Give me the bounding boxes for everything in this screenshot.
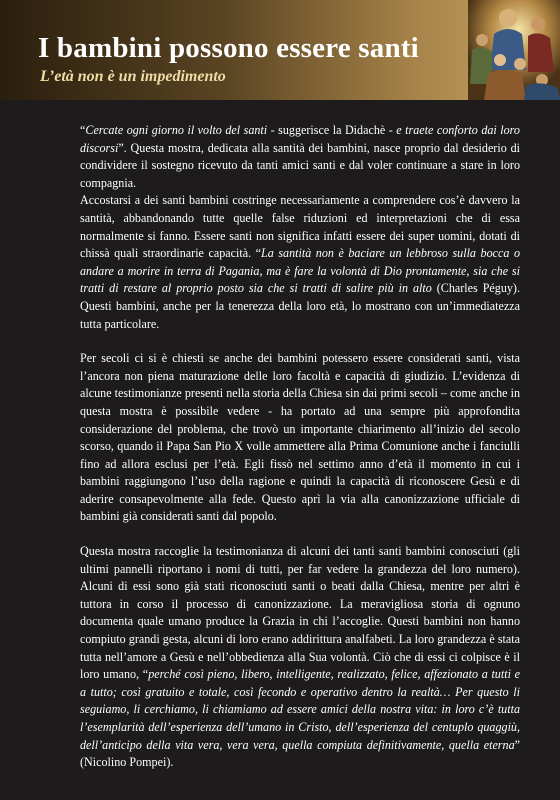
header-banner (0, 0, 560, 100)
text-segment: Questa mostra raccoglie la testimonianza di alcuni dei tanti santi bambini conosciuti (gli ultimi pannelli riportano i nomi di tutti, per far vedere la grandezza del loro numero). Alcuni di essi sono già stati riconosciuti santi o beati dalla Chiesa, mentre per altri è tuttora in corso il processo di canonizzazione. La meravigliosa storia di ognuno documenta quale umano produce la Grazia in chi l’accoglie. Questi bambini non hanno compiuto grandi gesta, alcuni di loro erano addirittura analfabeti. La loro grandezza è stata tutta nell’amore a Gesù e nell’obbedienza alla Sua volontà. Ciò che di essi ci colpisce è il loro umano, “ (80, 544, 520, 682)
quote-didache: e traete conforto dai loro discorsi (80, 123, 520, 155)
text-segment: “ (80, 123, 86, 137)
saints-painting-image (468, 0, 560, 100)
paragraph-holiness (80, 192, 520, 333)
paragraph-history (80, 350, 520, 526)
quote-pompei: perché così pieno, libero, intelligente, realizzato, felice, affezionato a tutti e a tutto; così gratuito e totale, così fecondo e operativo dentro la realtà… Per questo li seguiamo, li cerchiamo, li chiamiamo ad essere amici della nostra vita: in loro c’è tutta l’esemplarità dell’esperienza dell’umano in Cristo, dell’esperienza del centuplo quaggiù, dell’anticipo della vita vera, vera vera, quella compiuta definitivamente, quella eterna (80, 667, 520, 752)
text-segment: ” (Nicolino Pompei). (80, 737, 520, 770)
text-segment: ”. Questa mostra, dedicata alla santità dei bambini, nasce proprio dal desiderio di condividere il sostegno ricevuto da tanti amici santi e dal voler continuare a stare in loro compagnia. (80, 140, 520, 190)
page-subtitle: L’età non è un impedimento (40, 68, 226, 85)
body-text (80, 122, 520, 772)
page-title: I bambini possono essere santi (38, 32, 419, 64)
text-segment: - suggerisce la Didachè - (267, 123, 397, 137)
paragraph-intro (80, 122, 520, 192)
text-segment: Accostarsi a dei santi bambini costringe necessariamente a comprendere cos’è davvero la santità, abbandonando tutte quelle false riduzioni ed interpretazioni che di essa normalmente si fanno. Essere santi non significa infatti essere dei super uomini, dotati di chissà quali straordinarie capacità. “ (80, 193, 520, 261)
quote-didache: Cercate ogni giorno il volto del santi (85, 123, 268, 137)
quote-peguy: La santità non è baciare un lebbroso sulla bocca o andare a morire in terra di Pagania, ma è fare la volontà di Dio prontamente, sia che si tratti di restare al proprio posto sia che si tratti di salire più in alto (80, 246, 520, 296)
text-segment: (Charles Péguy). Questi bambini, anche per la tenerezza della loro età, lo mostrano con un’immediatezza tutta particolare. (80, 281, 520, 331)
text-segment: Per secoli ci si è chiesti se anche dei bambini potessero essere considerati santi, vista l’ancora non piena maturazione delle loro facoltà e capacità di giudizio. L’evidenza di alcune testimonianze presenti nella storia della Chiesa sin dai primi secoli – come anche in questa mostra è possibile vedere - ha portato ad una sempre più approfondita considerazione del problema, che trovò un importante chiarimento all’inizio del secolo scorso, quando il Papa San Pio X volle ammettere alla Prima Comunione anche i fanciulli fino ad allora esclusi per l’età. Egli fissò nel settimo anno d’età il momento in cui i bambini raggiungono l’uso della ragione e quindi la capacità di riconoscere Gesù e di aderire consapevolmente alla fede. Questo aprì la via alla canonizzazione ufficiale di bambini già considerati santi dal popolo. (80, 351, 520, 524)
paragraph-exhibition (80, 543, 520, 772)
